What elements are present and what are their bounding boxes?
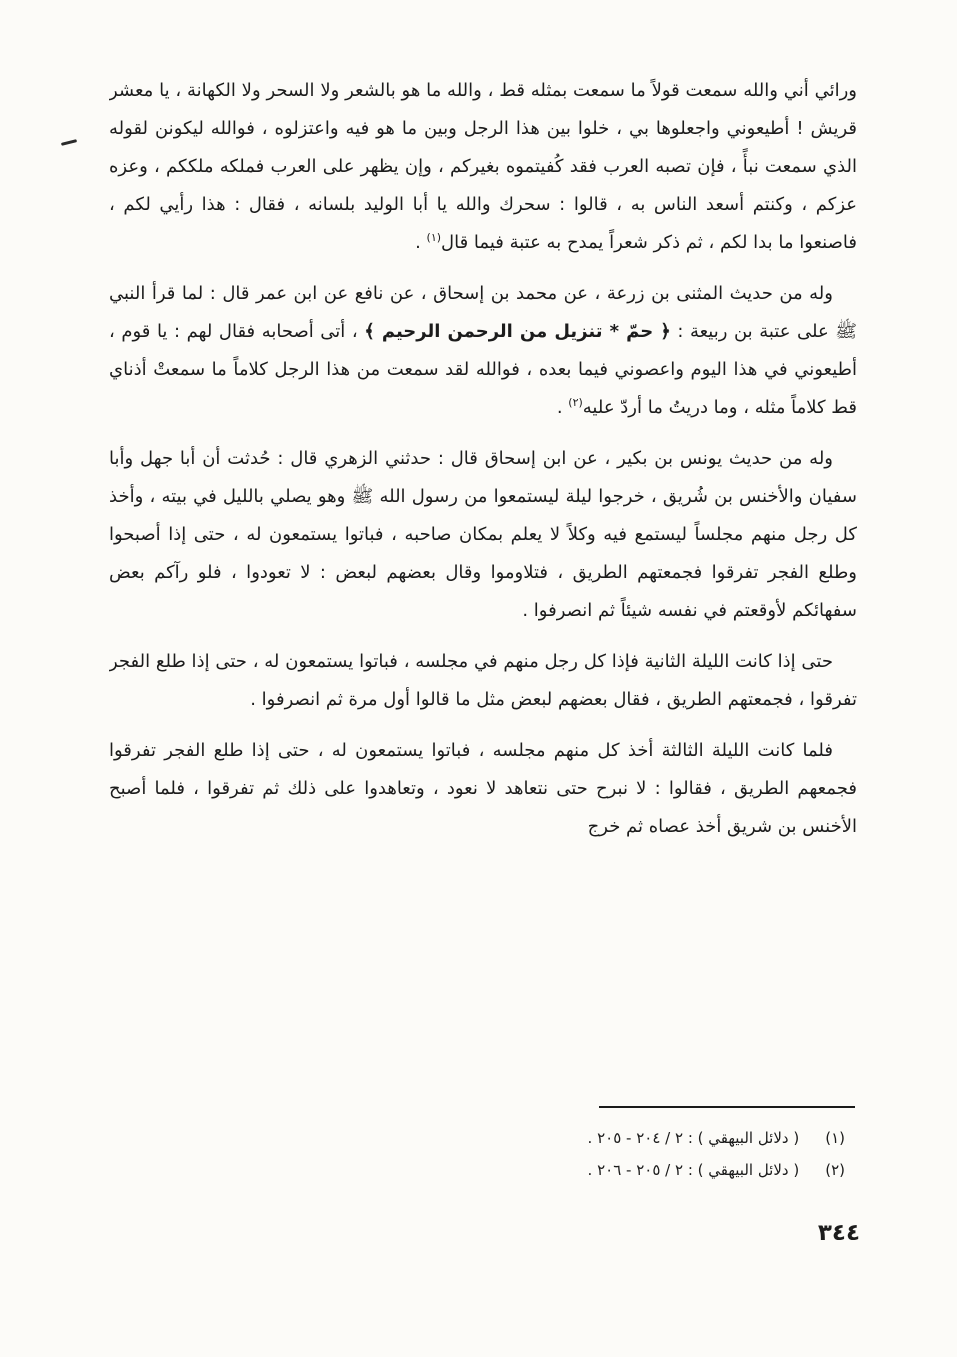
footnote-1 [109, 1122, 845, 1154]
paragraph-1 [109, 72, 857, 262]
paragraph-4: حتى إذا كانت الليلة الثانية فإذا كل رجل منهم في مجلسه ، فباتوا يستمعون له ، حتى إذا طلع الفجر تفرقوا ، فجمعتهم الطريق ، فقال بعضهم لبعض مثل ما قالوا أول مرة ثم انصرفوا . [109, 651, 857, 710]
footnote-1-text: ( دلائل البيهقي ) : ٢ / ٢٠٤ - ٢٠٥ . [587, 1129, 800, 1147]
quran-verse: ﴿ حمّ * تنزيل من الرحمن الرحيم ﴾ [364, 321, 671, 342]
paragraph-1-text: ورائي أني والله سمعت قولاً ما سمعت بمثله قط ، والله ما هو بالشعر ولا السحر ولا الكهانة ، يا معشر قريش ! أطيعوني واجعلوها بي ، خلوا بين هذا الرجل وبين ما هو فيه واعتزلوه ، فوالله ليكونن لقوله الذي سمعت نبأً ، فإن تصبه العرب فقد كُفيتموه بغيركم ، وإن يظهر على العرب فملكه ملككم ، وعزه عزكم ، وكنتم أسعد الناس به ، قالوا : سحرك والله يا أبا الوليد بلسانه ، فقال : هذا رأيي لكم ، فاصنعوا ما بدا لكم ، ثم ذكر شعراً يمدح به عتبة فيما قال [109, 80, 857, 253]
footnote-2-text: ( دلائل البيهقي ) : ٢ / ٢٠٥ - ٢٠٦ . [587, 1161, 800, 1179]
paragraph-2-tail: . [556, 397, 569, 418]
footnote-1-marker: (١) [825, 1129, 845, 1147]
paragraph-5: فلما كانت الليلة الثالثة أخذ كل منهم مجلسه ، فباتوا يستمعون له ، حتى إذا طلع الفجر تفرقوا فجمعهم الطريق ، فقالوا : لا نبرح حتى نتعاهد لا نعود ، وتعاهدوا على ذلك ثم تفرقوا ، فلما أصبح الأخنس بن شريق أخذ عصاه ثم خرج [109, 740, 857, 837]
paragraph-2-pre: وله من حديث المثنى بن زرعة ، عن محمد بن إسحاق ، عن نافع عن ابن عمر قال : لما قرأ النبي ﷺ على عتبة بن ربيعة : [109, 283, 857, 342]
paragraph-2-post: ، أتى أصحابه فقال لهم : يا قوم ، أطيعوني في هذا اليوم واعصوني فيما بعده ، فوالله لقد سمعت من هذا الرجل كلاماً ما سمعتْ أذناي قط كلاماً مثله ، وما دريتُ ما أردّ عليه [109, 321, 857, 418]
footnote-2 [109, 1154, 845, 1186]
paragraph-1-tail: . [415, 232, 427, 253]
page-number: ٣٤٤ [817, 1220, 860, 1246]
paragraph-2 [109, 275, 857, 427]
scan-artifact-dash [61, 139, 77, 146]
footnote-ref-2: (٢) [568, 396, 583, 409]
footnote-ref-1: (١) [426, 231, 442, 244]
footnote-2-marker: (٢) [825, 1161, 845, 1179]
footnote-divider [599, 1106, 855, 1108]
body-text [109, 72, 857, 1107]
paragraph-3: وله من حديث يونس بن بكير ، عن ابن إسحاق قال : حدثني الزهري قال : حُدثت أن أبا جهل وأبا سفيان والأخنس بن شُريق ، خرجوا ليلة ليستمعوا من رسول الله ﷺ وهو يصلي بالليل في بيته ، وأخذ كل رجل منهم مجلساً ليستمع فيه وكلاً لا يعلم بمكان صاحبه ، فباتوا يستمعون له ، حتى إذا أصبحوا وطلع الفجر تفرقوا فجمعتهم الطريق ، فتلاوموا وقال بعضهم لبعض : لا تعودوا ، فلو رآكم بعض سفهائكم لأوقعتم في نفسه شيئاً ثم انصرفوا . [109, 448, 857, 621]
footnotes [109, 1122, 845, 1186]
